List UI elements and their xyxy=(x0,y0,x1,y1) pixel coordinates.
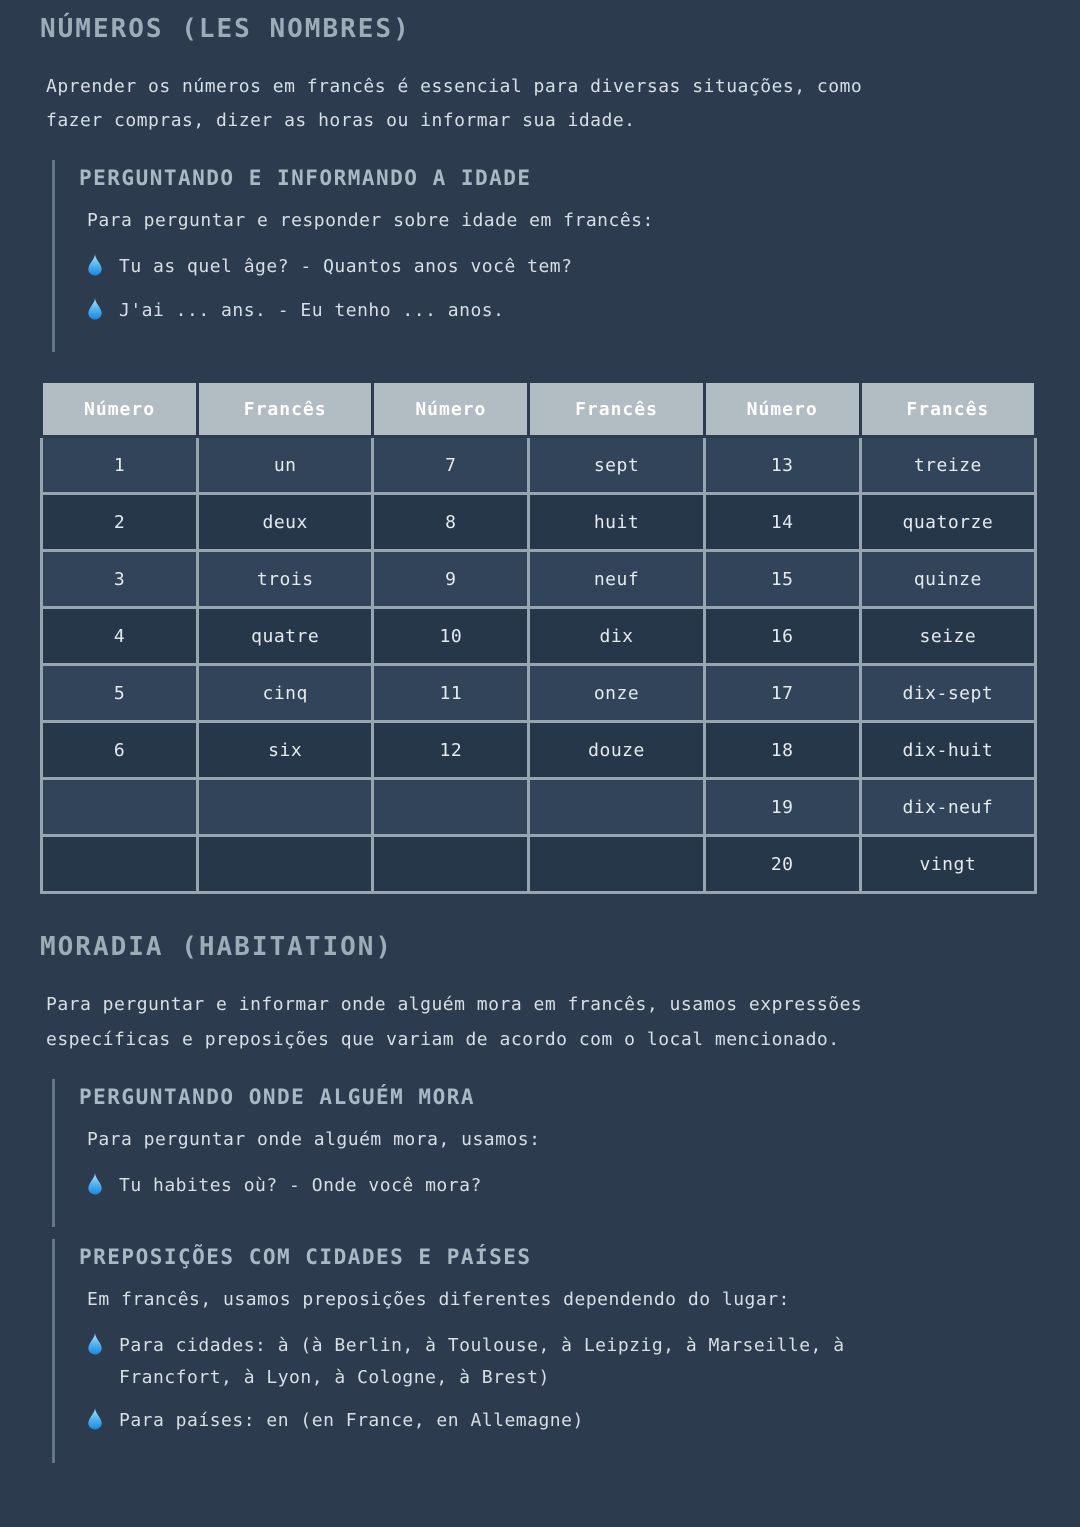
droplet-icon xyxy=(87,1407,103,1430)
age-subsection xyxy=(52,160,1040,352)
droplet-icon xyxy=(87,253,103,276)
table-cell: 11 xyxy=(373,665,529,722)
table-cell xyxy=(198,779,373,836)
column-header: Francês xyxy=(860,382,1035,437)
table-cell xyxy=(373,779,529,836)
column-header: Número xyxy=(373,382,529,437)
table-cell: huit xyxy=(529,494,704,551)
table-cell: quatorze xyxy=(860,494,1035,551)
droplet-icon xyxy=(87,1332,103,1355)
table-cell: 12 xyxy=(373,722,529,779)
list-item-text: Tu as quel âge? - Quantos anos você tem? xyxy=(119,256,573,278)
table-cell: 7 xyxy=(373,437,529,494)
column-header: Número xyxy=(42,382,198,437)
table-cell: onze xyxy=(529,665,704,722)
table-row xyxy=(42,665,1036,722)
table-cell: seize xyxy=(860,608,1035,665)
table-row xyxy=(42,494,1036,551)
asking-subsection xyxy=(52,1079,1040,1228)
droplet-icon xyxy=(87,1172,103,1195)
column-header: Número xyxy=(704,382,860,437)
age-subsection-lead: Para perguntar e responder sobre idade em francês: xyxy=(87,210,654,232)
numbers-section-title: NÚMEROS (LES NOMBRES) xyxy=(40,14,411,44)
list-item-text: Para países: en (en France, en Allemagne) xyxy=(119,1410,584,1432)
list-item-text: Para cidades: à (à Berlin, à Toulouse, à Leipzig, à Marseille, à Francfort, à Lyon, à Cologne, à Brest) xyxy=(119,1335,845,1388)
table-cell: sept xyxy=(529,437,704,494)
table-cell: 15 xyxy=(704,551,860,608)
table-row xyxy=(42,608,1036,665)
column-header: Francês xyxy=(198,382,373,437)
list-item xyxy=(87,295,1040,327)
table-cell: trois xyxy=(198,551,373,608)
table-cell: 1 xyxy=(42,437,198,494)
table-cell: 6 xyxy=(42,722,198,779)
table-cell: neuf xyxy=(529,551,704,608)
table-cell: quinze xyxy=(860,551,1035,608)
asking-subsection-heading: PERGUNTANDO ONDE ALGUÉM MORA xyxy=(79,1084,476,1109)
table-cell: dix xyxy=(529,608,704,665)
age-bullet-list xyxy=(87,251,1040,326)
table-cell: 13 xyxy=(704,437,860,494)
table-cell xyxy=(529,779,704,836)
housing-section-title: MORADIA (HABITATION) xyxy=(40,932,394,963)
numbers-table xyxy=(40,380,1037,894)
prepositions-subsection-heading: PREPOSIÇÕES COM CIDADES E PAÍSES xyxy=(79,1245,532,1270)
table-cell: 10 xyxy=(373,608,529,665)
asking-subsection-lead: Para perguntar onde alguém mora, usamos: xyxy=(87,1128,541,1150)
list-item xyxy=(87,1330,1040,1393)
numbers-intro-paragraph: Aprender os números em francês é essencial para diversas situações, como fazer compras, dizer as horas ou informar sua idade. xyxy=(46,76,863,132)
table-cell: dix-huit xyxy=(860,722,1035,779)
prepositions-subsection xyxy=(52,1239,1040,1463)
table-cell: 3 xyxy=(42,551,198,608)
table-cell: deux xyxy=(198,494,373,551)
numbers-table-header xyxy=(42,382,1036,437)
numbers-table-body xyxy=(42,437,1036,893)
table-cell: 8 xyxy=(373,494,529,551)
list-item xyxy=(87,1405,1040,1437)
asking-bullet-list xyxy=(87,1170,1040,1202)
table-row xyxy=(42,836,1036,893)
table-cell: un xyxy=(198,437,373,494)
list-item-text: Tu habites où? - Onde você mora? xyxy=(119,1174,482,1196)
table-cell: six xyxy=(198,722,373,779)
table-cell: dix-sept xyxy=(860,665,1035,722)
table-cell: dix-neuf xyxy=(860,779,1035,836)
table-cell: douze xyxy=(529,722,704,779)
table-cell: cinq xyxy=(198,665,373,722)
table-row xyxy=(42,551,1036,608)
list-item-text: J'ai ... ans. - Eu tenho ... anos. xyxy=(119,299,505,321)
table-cell: treize xyxy=(860,437,1035,494)
list-item xyxy=(87,1170,1040,1202)
table-cell xyxy=(198,836,373,893)
table-cell: vingt xyxy=(860,836,1035,893)
table-cell: 17 xyxy=(704,665,860,722)
table-cell xyxy=(42,779,198,836)
table-cell: 16 xyxy=(704,608,860,665)
droplet-icon xyxy=(87,297,103,320)
numbers-section xyxy=(40,14,1040,894)
column-header: Francês xyxy=(529,382,704,437)
table-cell: 9 xyxy=(373,551,529,608)
table-cell: 2 xyxy=(42,494,198,551)
table-row xyxy=(42,437,1036,494)
table-row xyxy=(42,722,1036,779)
table-cell xyxy=(529,836,704,893)
age-subsection-heading: PERGUNTANDO E INFORMANDO A IDADE xyxy=(79,166,532,191)
table-cell xyxy=(373,836,529,893)
table-header-row xyxy=(42,382,1036,437)
housing-section xyxy=(40,932,1040,1462)
table-cell: 18 xyxy=(704,722,860,779)
table-cell: 5 xyxy=(42,665,198,722)
housing-intro-paragraph: Para perguntar e informar onde alguém mora em francês, usamos expressões específicas e preposições que variam de acordo com o local mencionado. xyxy=(46,994,863,1050)
table-cell: 19 xyxy=(704,779,860,836)
table-cell xyxy=(42,836,198,893)
table-row xyxy=(42,779,1036,836)
table-cell: 20 xyxy=(704,836,860,893)
prepositions-subsection-lead: Em francês, usamos preposições diferentes dependendo do lugar: xyxy=(87,1289,790,1311)
prepositions-bullet-list xyxy=(87,1330,1040,1437)
list-item xyxy=(87,251,1040,283)
table-cell: quatre xyxy=(198,608,373,665)
table-cell: 4 xyxy=(42,608,198,665)
table-cell: 14 xyxy=(704,494,860,551)
